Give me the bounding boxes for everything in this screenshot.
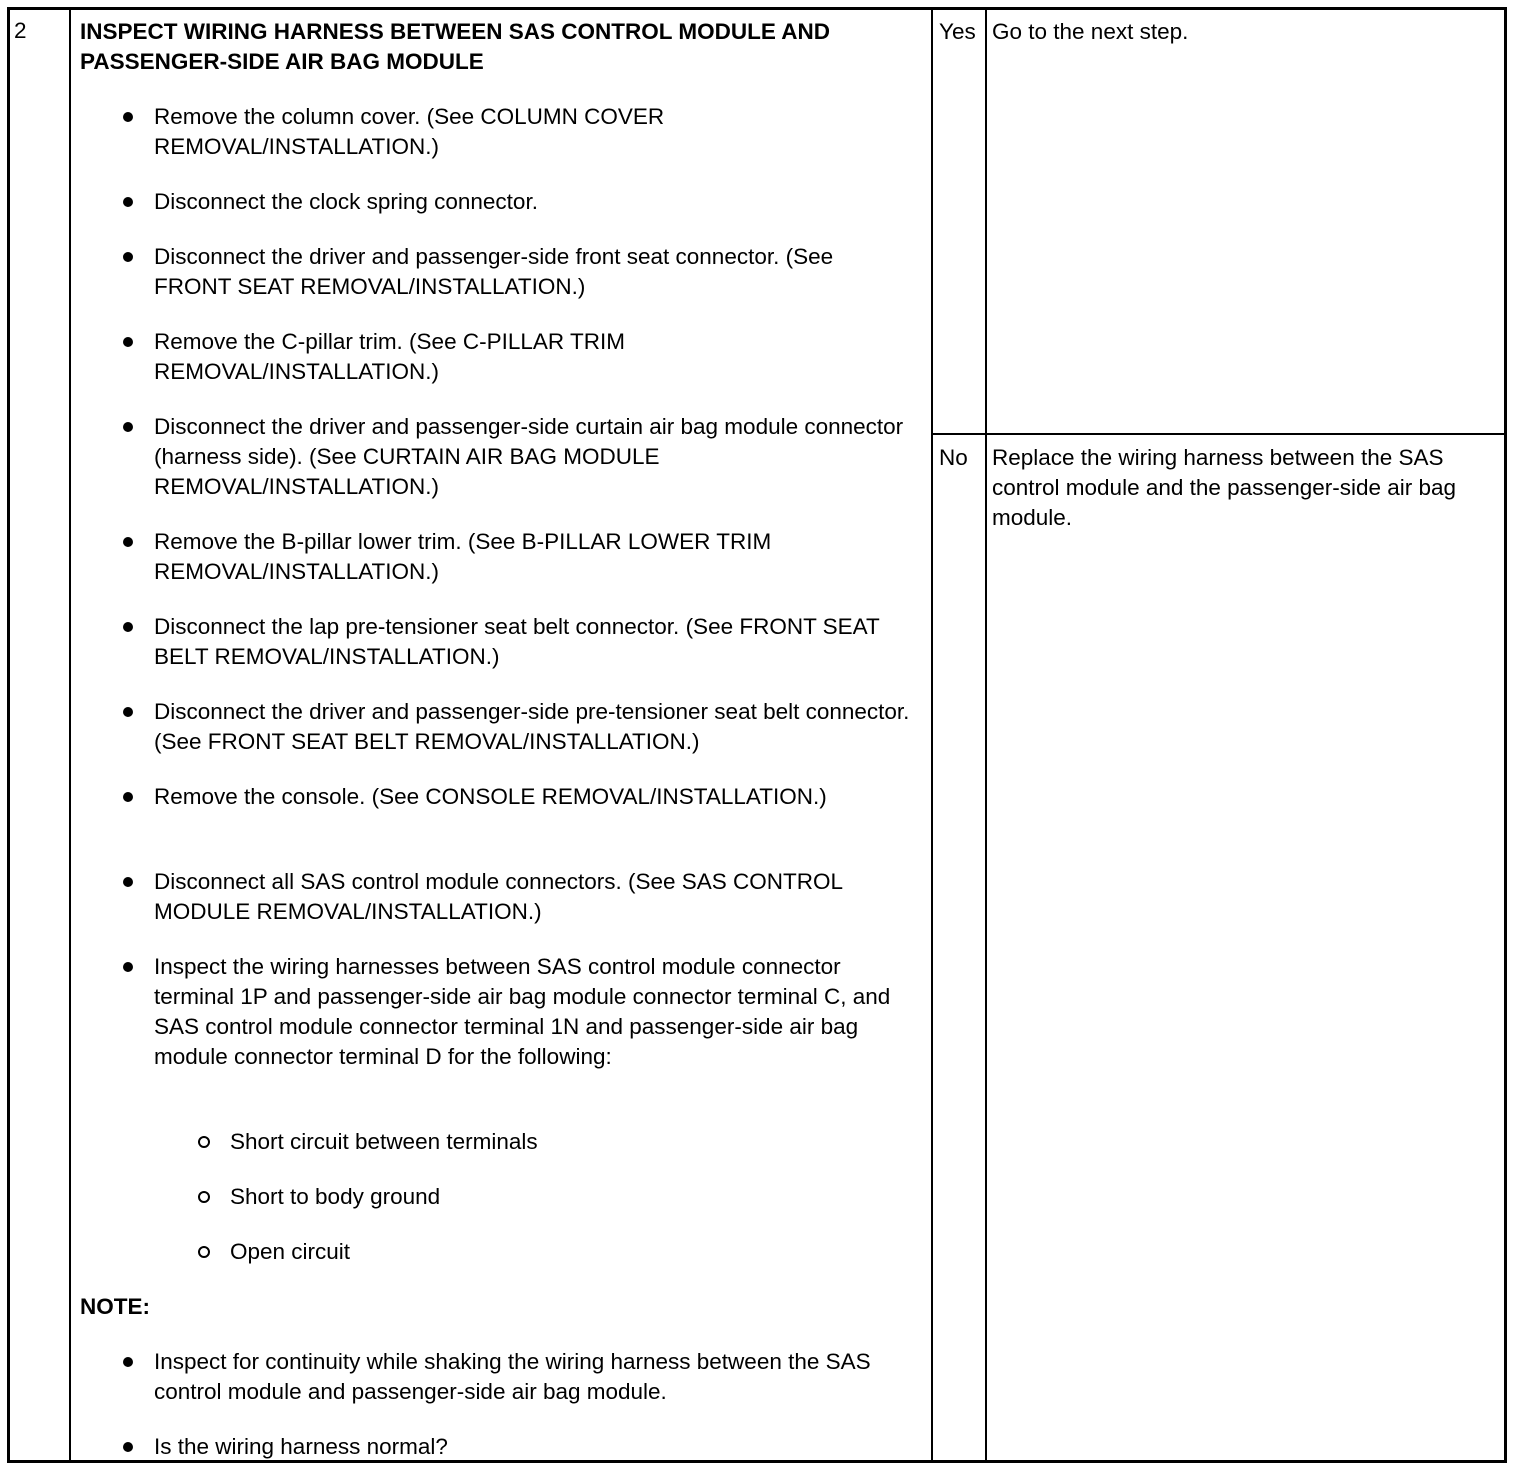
yes-action: Go to the next step. (992, 19, 1189, 44)
note-bullet: Is the wiring harness normal? (154, 1432, 914, 1462)
column-divider (985, 10, 987, 1460)
yes-label: Yes (939, 19, 976, 44)
row-divider (931, 433, 1504, 435)
procedure-bullet: Disconnect the clock spring connector. (154, 187, 914, 217)
sub-item: Short to body ground (230, 1182, 910, 1212)
inspection-table (7, 7, 1507, 1463)
procedure-bullet: Disconnect the lap pre-tensioner seat belt connector. (See FRONT SEAT BELT REMOVAL/INSTALLATION.) (154, 612, 914, 672)
procedure-bullet: Disconnect all SAS control module connectors. (See SAS CONTROL MODULE REMOVAL/INSTALLATION.) (154, 867, 914, 927)
note-bullet: Inspect for continuity while shaking the wiring harness between the SAS control module and passenger-side air bag module. (154, 1347, 914, 1407)
procedure-bullet: Remove the C-pillar trim. (See C-PILLAR TRIM REMOVAL/INSTALLATION.) (154, 327, 914, 387)
procedure-bullet: Remove the column cover. (See COLUMN COVER REMOVAL/INSTALLATION.) (154, 102, 914, 162)
no-label: No (939, 445, 968, 470)
procedure-bullet: Remove the B-pillar lower trim. (See B-PILLAR LOWER TRIM REMOVAL/INSTALLATION.) (154, 527, 914, 587)
step-title: INSPECT WIRING HARNESS BETWEEN SAS CONTROL MODULE AND PASSENGER-SIDE AIR BAG MODULE (80, 19, 831, 74)
sub-item: Open circuit (230, 1237, 910, 1267)
procedure-bullet: Remove the console. (See CONSOLE REMOVAL/INSTALLATION.) (154, 782, 914, 812)
procedure-bullet: Inspect the wiring harnesses between SAS control module connector terminal 1P and passenger-side air bag module connector terminal C, and SAS control module connector terminal 1N and passenger-side air bag module connector terminal D for the following: (154, 952, 914, 1072)
procedure-bullet: Disconnect the driver and passenger-side front seat connector. (See FRONT SEAT REMOVAL/INSTALLATION.) (154, 242, 914, 302)
procedure-bullet: Disconnect the driver and passenger-side pre-tensioner seat belt connector. (See FRONT SEAT BELT REMOVAL/INSTALLATION.) (154, 697, 914, 757)
step-number: 2 (14, 18, 27, 43)
no-action: Replace the wiring harness between the SAS control module and the passenger-side air bag module. (992, 445, 1457, 530)
note-label: NOTE: (80, 1294, 150, 1319)
column-divider (69, 10, 71, 1460)
sub-item: Short circuit between terminals (230, 1127, 910, 1157)
procedure-bullet: Disconnect the driver and passenger-side curtain air bag module connector (harness side). (See CURTAIN AIR BAG MODULE REMOVAL/INSTALLATION.) (154, 412, 914, 502)
column-divider (931, 10, 933, 1460)
